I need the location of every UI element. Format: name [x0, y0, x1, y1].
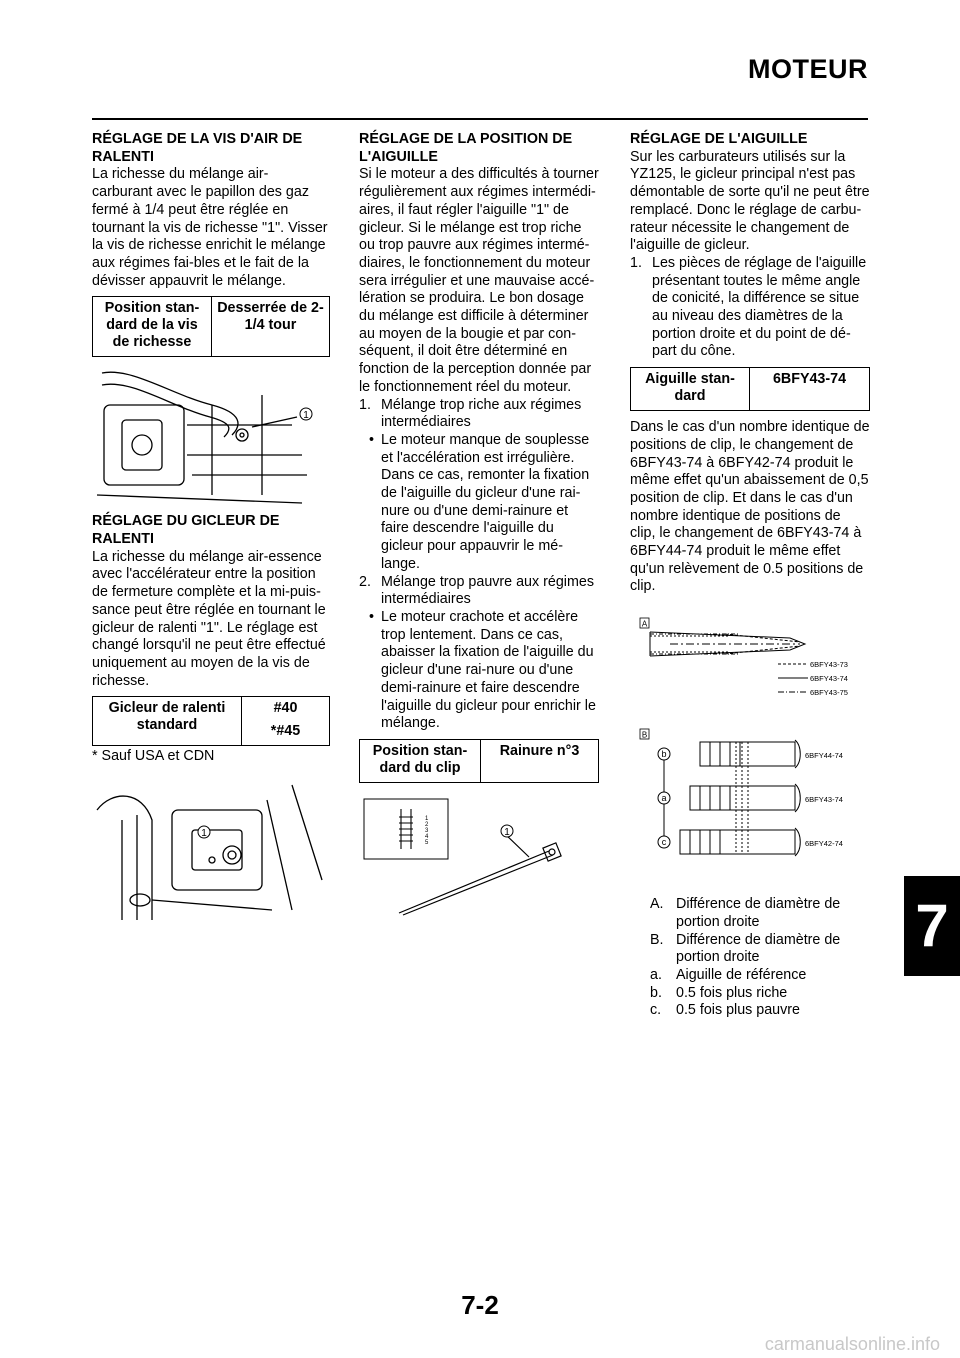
legend-item: a. Aiguille de référence: [650, 966, 807, 983]
paragraph: Sur les carburateurs utilisés sur la YZ125, le gicleur principal n'est pas démontable de sorte qu'il ne peut être remplacé. Donc le réglage de carbu-rateur nécessite le changement de l'aiguille de gicleur.: [630, 148, 870, 254]
spec-value: [242, 697, 330, 746]
section-heading: RÉGLAGE DE LA VIS D'AIR DE RALENTI: [92, 131, 303, 165]
spec-table: [359, 739, 599, 783]
legend-item: b. 0.5 fois plus riche: [650, 984, 788, 1001]
svg-text:5: 5: [425, 839, 429, 846]
spec-value-2: *#45: [270, 723, 301, 740]
spec-label: Position stan-dard du clip: [360, 739, 481, 782]
list-item: 2. Mélange trop pauvre aux régimes intermédiaires: [359, 573, 594, 608]
needle-label: 6BFY42-74: [805, 839, 843, 849]
legend-item: B. Différence de diamètre de portion droite: [650, 931, 841, 966]
figure-tag-b: B: [641, 730, 648, 740]
marker: a: [661, 793, 667, 804]
list-item: 1. Mélange trop riche aux régimes intermédiaires: [359, 396, 582, 431]
paragraph: La richesse du mélange air-carburant avec le papillon des gaz fermé à 1/4 peut être réglée en tournant la vis de richesse "1". Visser la vis de richesse enrichit le mélange aux régimes fai-bles et le fait de la dévisser appauvrit le mélange.: [92, 166, 328, 289]
spec-table: [92, 696, 330, 746]
paragraph: Si le moteur a des difficultés à tourner régulièrement aux régimes intermédi-aires, il faut régler l'aiguille "1" de gicleur. Si le mélange est trop riche ou trop pauvre aux régimes intermé-diaires, le fonctionnement du moteur sera irrégulier et une mauvaise accé-lération se produira. Le bon dosage du mélange est difficile à déterminer au moyen de la bougie et par con-séquent, il doit être déterminé en fonction de la perception donnée par le fonctionnement réel du moteur.: [359, 166, 599, 395]
marker: b: [661, 749, 667, 760]
legend-item: c. 0.5 fois plus pauvre: [650, 1002, 800, 1019]
marker: c: [661, 837, 667, 848]
column-1: [92, 131, 328, 930]
needle-label: 6BFY43-74: [810, 674, 848, 684]
watermark: carmanualsonline.info: [764, 1334, 940, 1354]
section-heading: RÉGLAGE DE LA POSITION DE L'AIGUILLE: [359, 131, 573, 165]
spec-label: Aiguille stan-dard: [631, 368, 750, 411]
paragraph: Dans le cas d'un nombre identique de positions de clip, le changement de 6BFY43-74 à 6BFY42-74 produit le même effet qu'un abaissement de 0,5 position de clip. Et dans le cas d'un nombre identique de positions de clip, le changement de 6BFY43-74 à 6BFY44-74 produit le même effet qu'un relèvement de 0.5 positions de clip.: [630, 419, 870, 595]
spec-table: [630, 367, 870, 411]
section-heading: RÉGLAGE DE L'AIGUILLE: [630, 131, 808, 147]
needle-label: 6BFY43-73: [810, 660, 848, 670]
figure-tag-a: A: [641, 619, 648, 629]
figure-legend: [630, 896, 870, 1020]
footnote: * Sauf USA et CDN: [92, 748, 215, 765]
needle-label: 6BFY43-74: [805, 795, 843, 805]
callout-number: 1: [303, 410, 309, 422]
column-3: [630, 131, 870, 1020]
needle-label: 6BFY43-75: [810, 688, 848, 698]
svg-text:3: 3: [425, 827, 429, 834]
needle-label: 6BFY44-74: [805, 751, 843, 761]
svg-text:2: 2: [425, 821, 429, 828]
svg-text:1: 1: [425, 815, 429, 822]
list-item: 1. Les pièces de réglage de l'aiguille présentant toutes le même angle de conicité, la différence se situe au niveau des diamètres de la portion droite et du point de dé-part du cône.: [630, 254, 867, 360]
header-rule: [92, 118, 868, 120]
legend-item: A. Différence de diamètre de portion droite: [650, 896, 841, 930]
page-number: 7-2: [461, 1290, 499, 1320]
spec-value-1: #40: [273, 700, 298, 717]
spec-label: Position stan-dard de la vis de richesse: [93, 297, 212, 357]
bullet-item: • Le moteur manque de souplesse et l'accélération est irrégulière. Dans ce cas, remonter la fixation de l'aiguille du gicleur d'une rai-nure ou d'une demi-rainure et faire descendre l'aiguille du gicleur pour appauvrir le mé-lange.: [369, 431, 590, 572]
paragraph: La richesse du mélange air-essence avec l'accélérateur entre la position de fermeture complète et la mi-puis-sance peut être réglée en tournant le gicleur de ralenti "1". Le réglage est changé lorsqu'il ne peut être effectué uniquement au moyen de la vis de richesse.: [92, 548, 326, 689]
spec-label: Gicleur de ralenti standard: [93, 697, 242, 746]
callout-number: 1: [201, 828, 207, 840]
pilot-jet-figure: [92, 780, 328, 930]
spec-value: 6BFY43-74: [750, 368, 870, 411]
spec-value: Rainure n°3: [481, 739, 599, 782]
page-title: MOTEUR: [748, 54, 868, 84]
bullet-item: • Le moteur crachote et accélère trop lentement. Dans ce cas, abaisser la fixation de l'aiguille du gicleur d'une rai-nure ou d'une demi-rainure et faire descendre l'aiguille du gicleur pour enrichir le mélange.: [369, 608, 596, 732]
column-2: [359, 131, 599, 921]
callout-number: 1: [504, 826, 510, 838]
spec-table: [92, 296, 330, 357]
pilot-air-screw-figure: [92, 365, 328, 505]
needle-diagram: [630, 614, 870, 884]
spec-value: Desserrée de 2-1/4 tour: [212, 297, 330, 357]
jet-needle-figure: [359, 791, 599, 921]
section-heading: RÉGLAGE DU GICLEUR DE RALENTI: [92, 513, 280, 548]
svg-text:4: 4: [425, 833, 429, 840]
chapter-tab: 7: [904, 876, 960, 976]
